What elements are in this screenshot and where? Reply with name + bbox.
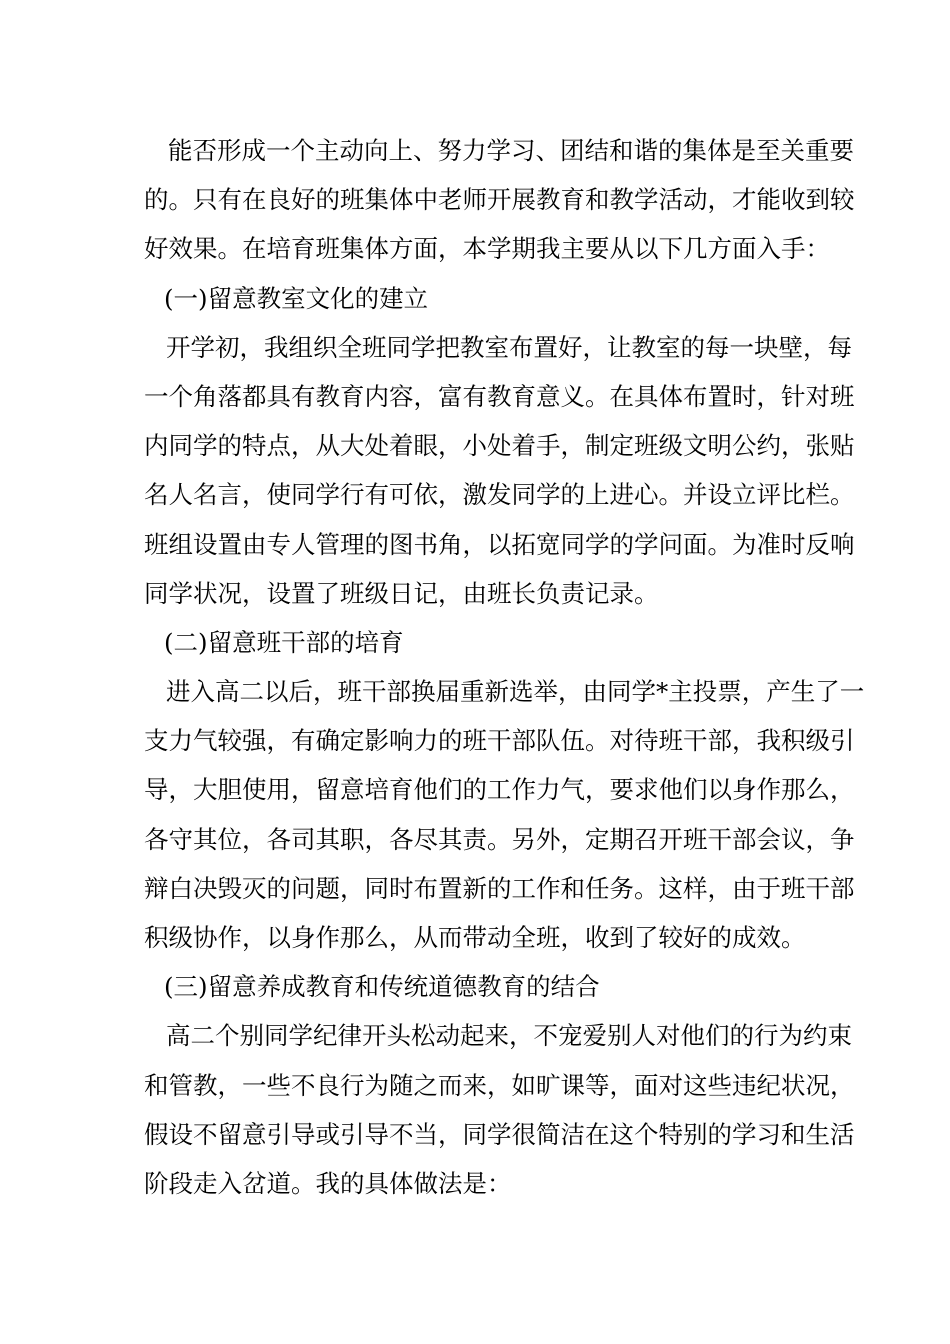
text-line: 支力气较强，有确定影响力的班干部队伍。对待班干部，我积级引 xyxy=(144,726,855,756)
text-line: 阶段走入岔道。我的具体做法是： xyxy=(144,1168,512,1198)
text-line: 高二个别同学纪律开头松动起来，不宠爱别人对他们的行为约束 xyxy=(166,1021,852,1051)
text-line: 辩白决毁灭的问题，同时布置新的工作和任务。这样，由于班干部 xyxy=(144,873,855,903)
text-line: 同学状况，设置了班级日记，由班长负责记录。 xyxy=(144,578,659,608)
section-heading: (一)留意教室文化的建立 xyxy=(164,283,429,313)
text-line: 内同学的特点，从大处着眼，小处着手，制定班级文明公约，张贴 xyxy=(144,431,855,461)
text-line: 进入高二以后，班干部换届重新选举，由同学*主投票，产生了一 xyxy=(166,677,865,707)
text-line: 和管教，一些不良行为随之而来，如旷课等，面对这些违纪状况， xyxy=(144,1070,855,1100)
text-line: 假设不留意引导或引导不当，同学很简洁在这个特别的学习和生活 xyxy=(144,1119,855,1149)
document-body xyxy=(144,126,865,1208)
section-heading: (二)留意班干部的培育 xyxy=(164,627,404,657)
text-line: 能否形成一个主动向上、努力学习、团结和谐的集体是至关重要 xyxy=(168,136,854,165)
text-line: 好效果。在培育班集体方面，本学期我主要从以下几方面入手： xyxy=(144,234,830,264)
text-line: 一个角落都具有教育内容，富有教育意义。在具体布置时，针对班 xyxy=(144,381,855,411)
text-line: 班组设置由专人管理的图书角，以拓宽同学的学问面。为准时反响 xyxy=(144,529,855,559)
text-line: 开学初，我组织全班同学把教室布置好，让教室的每一块壁，每 xyxy=(166,332,852,362)
text-line: 积级协作，以身作那么，从而带动全班，收到了较好的成效。 xyxy=(144,923,806,952)
text-line: 各守其位，各司其职，各尽其责。另外，定期召开班干部会议，争 xyxy=(144,824,855,854)
section-heading: (三)留意养成教育和传统道德教育的结合 xyxy=(164,972,600,1002)
text-line: 导，大胆使用，留意培育他们的工作力气，要求他们以身作那么， xyxy=(144,775,855,805)
text-line: 名人名言，使同学行有可依，激发同学的上进心。并设立评比栏。 xyxy=(144,480,855,510)
text-line: 的。只有在良好的班集体中老师开展教育和教学活动，才能收到较 xyxy=(144,185,855,215)
